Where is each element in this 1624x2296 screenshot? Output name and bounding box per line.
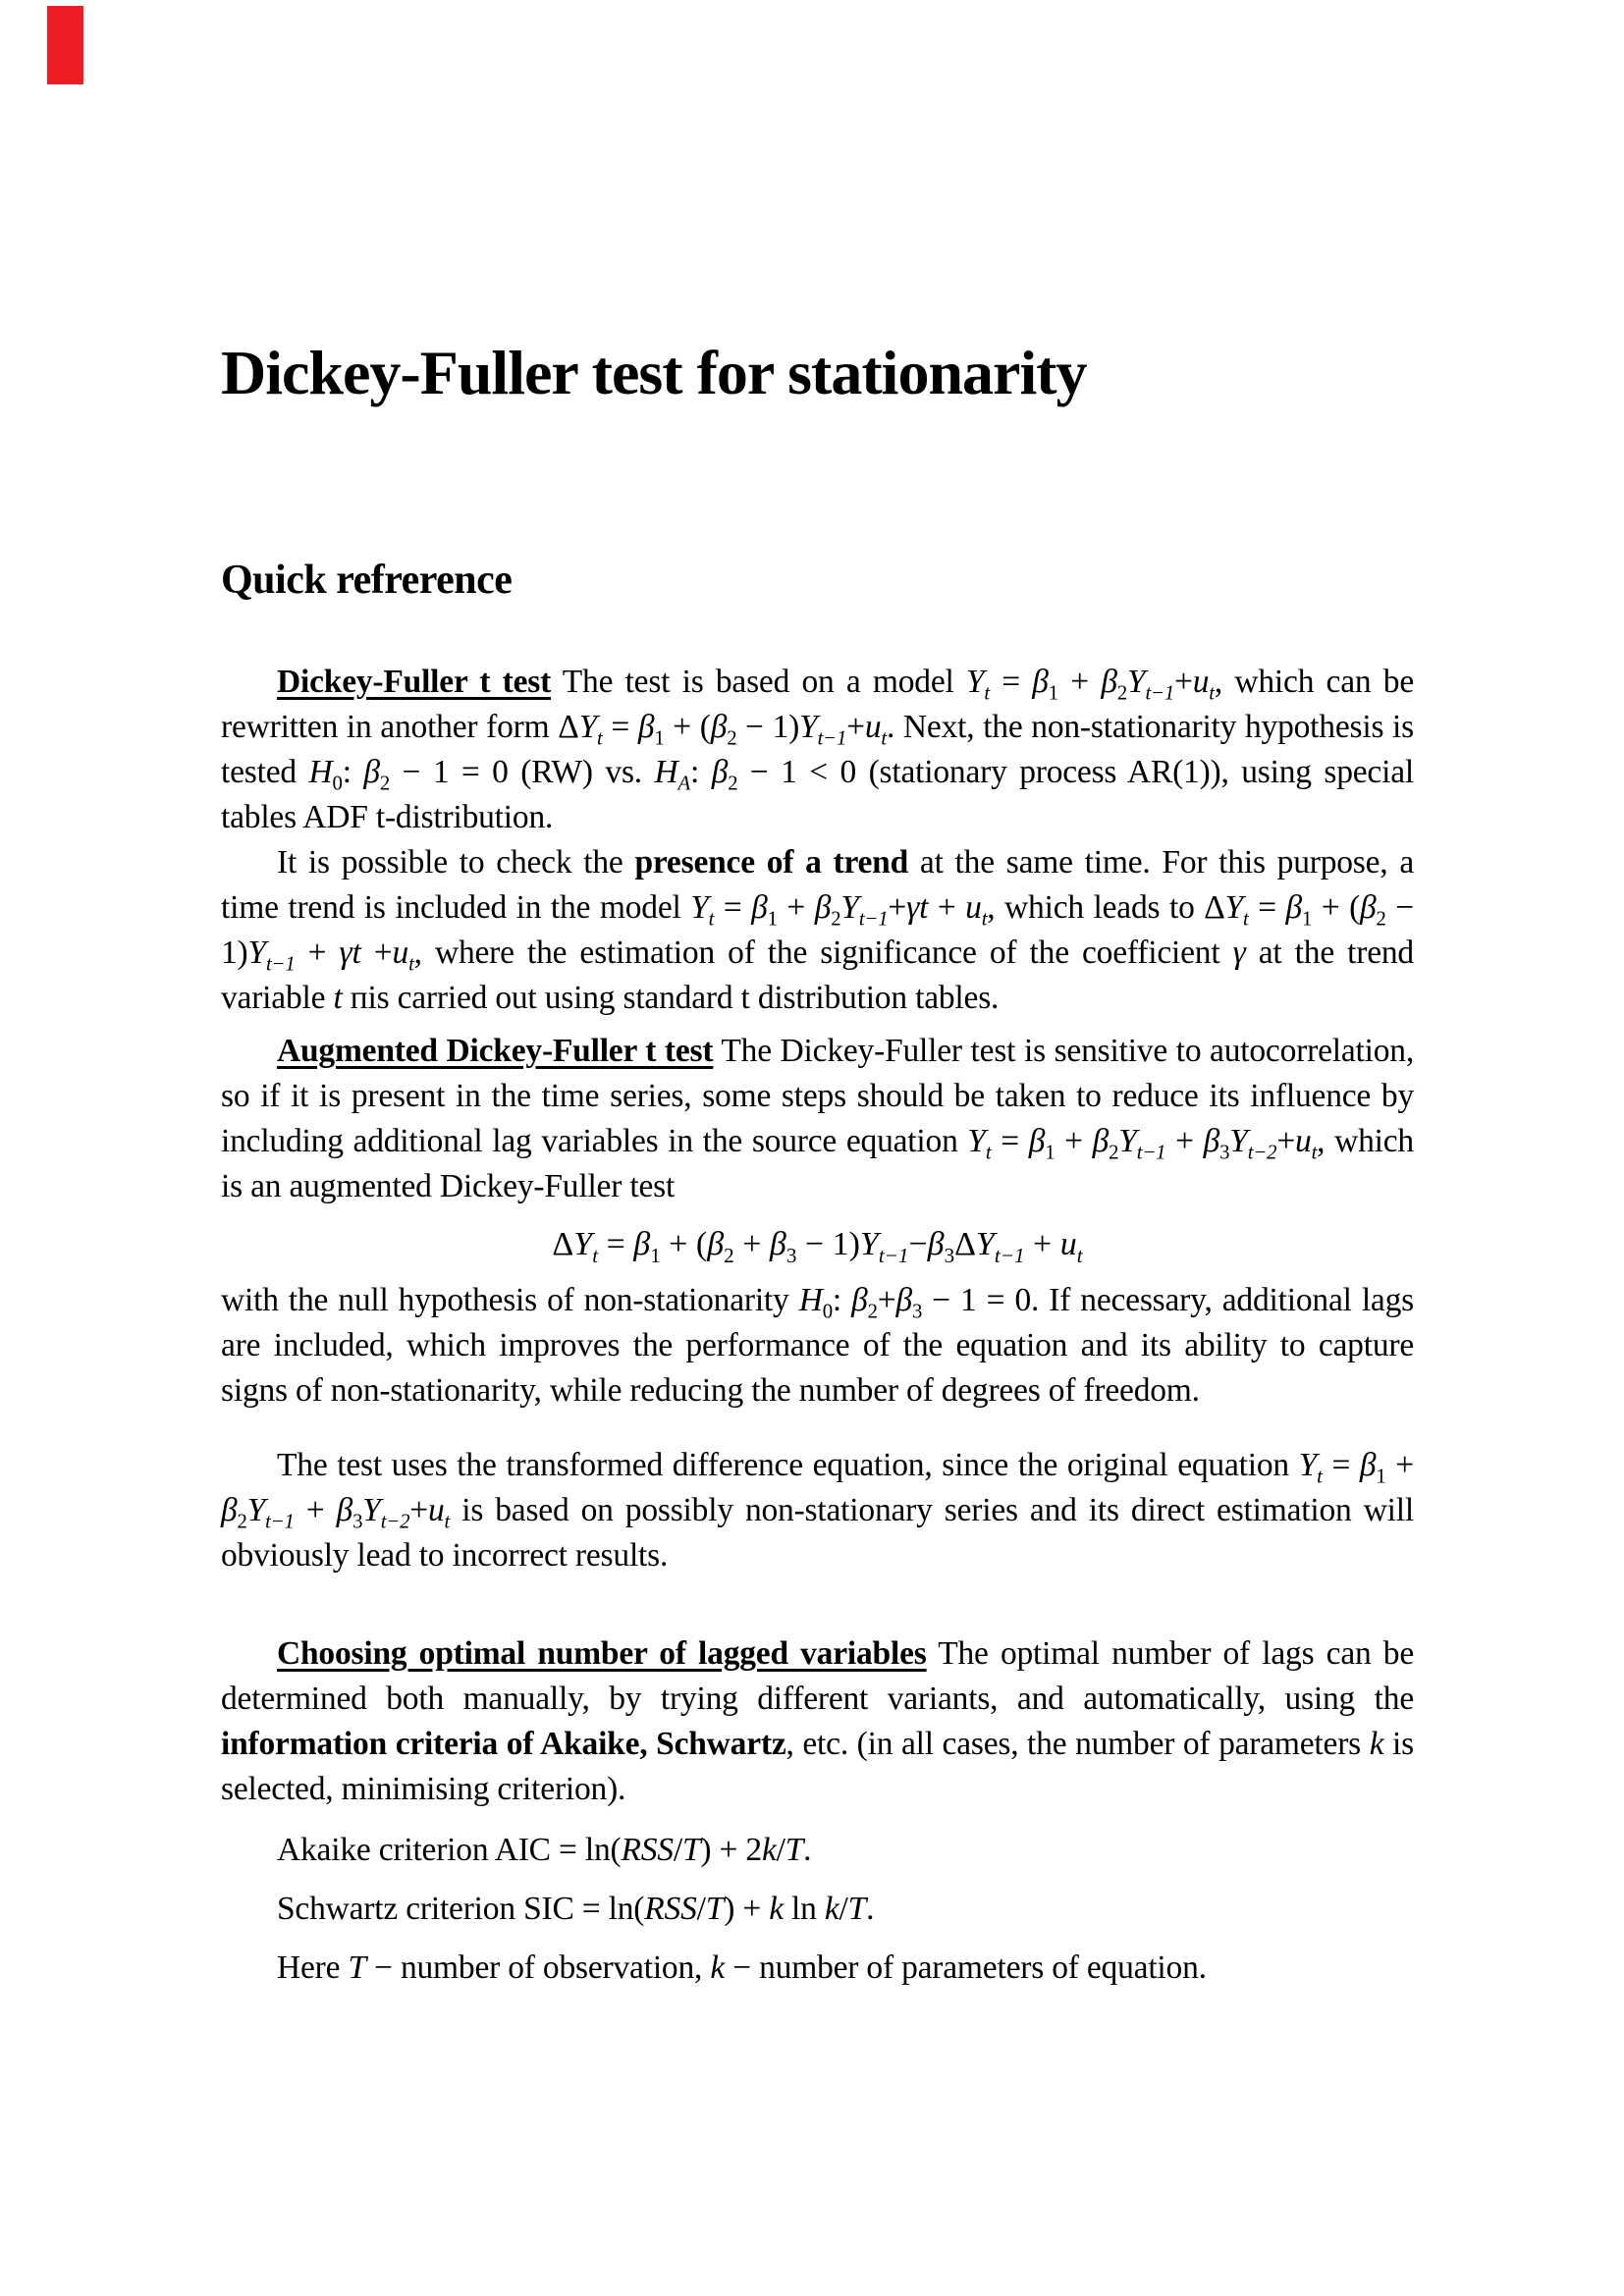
- paragraph-augmented-df-test: Augmented Dickey-Fuller t test The Dickey-Fuller test is sensitive to autocorrelation, so if it is present in the time series, some steps should be taken to reduce its influence by including additional lag variables in the source equation $Y_t = \beta_1 + \beta_2Y_{t-1} + \beta_3Y_{t-2}+u_t$, which is an augmented Dickey-Fuller test: [221, 1033, 1414, 1204]
- red-marker: [47, 6, 83, 84]
- document-body: [221, 0, 1414, 1991]
- page-title: Dickey-Fuller test for stationarity: [221, 338, 1087, 407]
- display-equation: $\Delta Y_t = \beta_1 + (\beta_2 + \beta_3 - 1)Y_{t-1}-\beta_3\Delta Y_{t-1} + u_t$: [552, 1226, 1083, 1267]
- paragraph-choosing-lagged-variables: Choosing optimal number of lagged variables The optimal number of lags can be determined both manually, by trying different variants, and automatically, using the information criteria of Akaike, Schwartz, etc. (in all cases, the number of parameters k is selected, minimising criterion).: [221, 1635, 1414, 1807]
- paragraph-dickey-fuller-t-test: Dickey-Fuller t test The test is based on a model $Y_t = \beta_1 + \beta_2Y_{t-1}+u_t$, which can be rewritten in another form $\Delta Y_t = \beta_1 + (\beta_2 - 1)Y_{t-1}+u_t$. Next, the non-stationarity hypothesis is tested $H_0$: $\beta_2 - 1 = 0$ (RW) vs. $H_A$: $\beta_2 - 1 < 0$ (stationary process AR(1)), using special tables ADF t-distribution.: [221, 664, 1414, 835]
- paragraph-transformed-equation: The test uses the transformed difference equation, since the original equation $Y_t = \beta_1 + \beta_2Y_{t-1} + \beta_3Y_{t-2}+u_t$ is based on possibly non-stationary series and its direct estimation will obviously lead to incorrect results.: [221, 1447, 1415, 1574]
- paragraph-null-hypothesis: with the null hypothesis of non-stationarity $H_0$: $\beta_2+\beta_3 - 1 = 0$. If necessary, additional lags are included, which improves the performance of the equation and its ability to capture signs of non-stationarity, while reducing the number of degrees of freedom.: [221, 1282, 1414, 1409]
- line-parameters-note: Here T − number of observation, k − number of parameters of equation.: [277, 1949, 1207, 1986]
- line-schwartz-criterion: Schwartz criterion SIC = ln(RSS/T) + k ln k/T.: [277, 1891, 875, 1927]
- section-heading: Quick refrerence: [221, 558, 513, 603]
- paragraph-presence-of-trend: It is possible to check the presence of a trend at the same time. For this purpose, a time trend is included in the model $Y_t = \beta_1 + \beta_2Y_{t-1}+\gamma t + u_t$, which leads to $\Delta Y_t = \beta_1 + (\beta_2 - 1)Y_{t-1} + \gamma t +u_t$, where the estimation of the significance of the coefficient γ at the trend variable t пis carried out using standard t distribution tables.: [221, 844, 1415, 1016]
- line-akaike-criterion: Akaike criterion AIC = ln(RSS/T) + 2k/T.: [277, 1832, 812, 1868]
